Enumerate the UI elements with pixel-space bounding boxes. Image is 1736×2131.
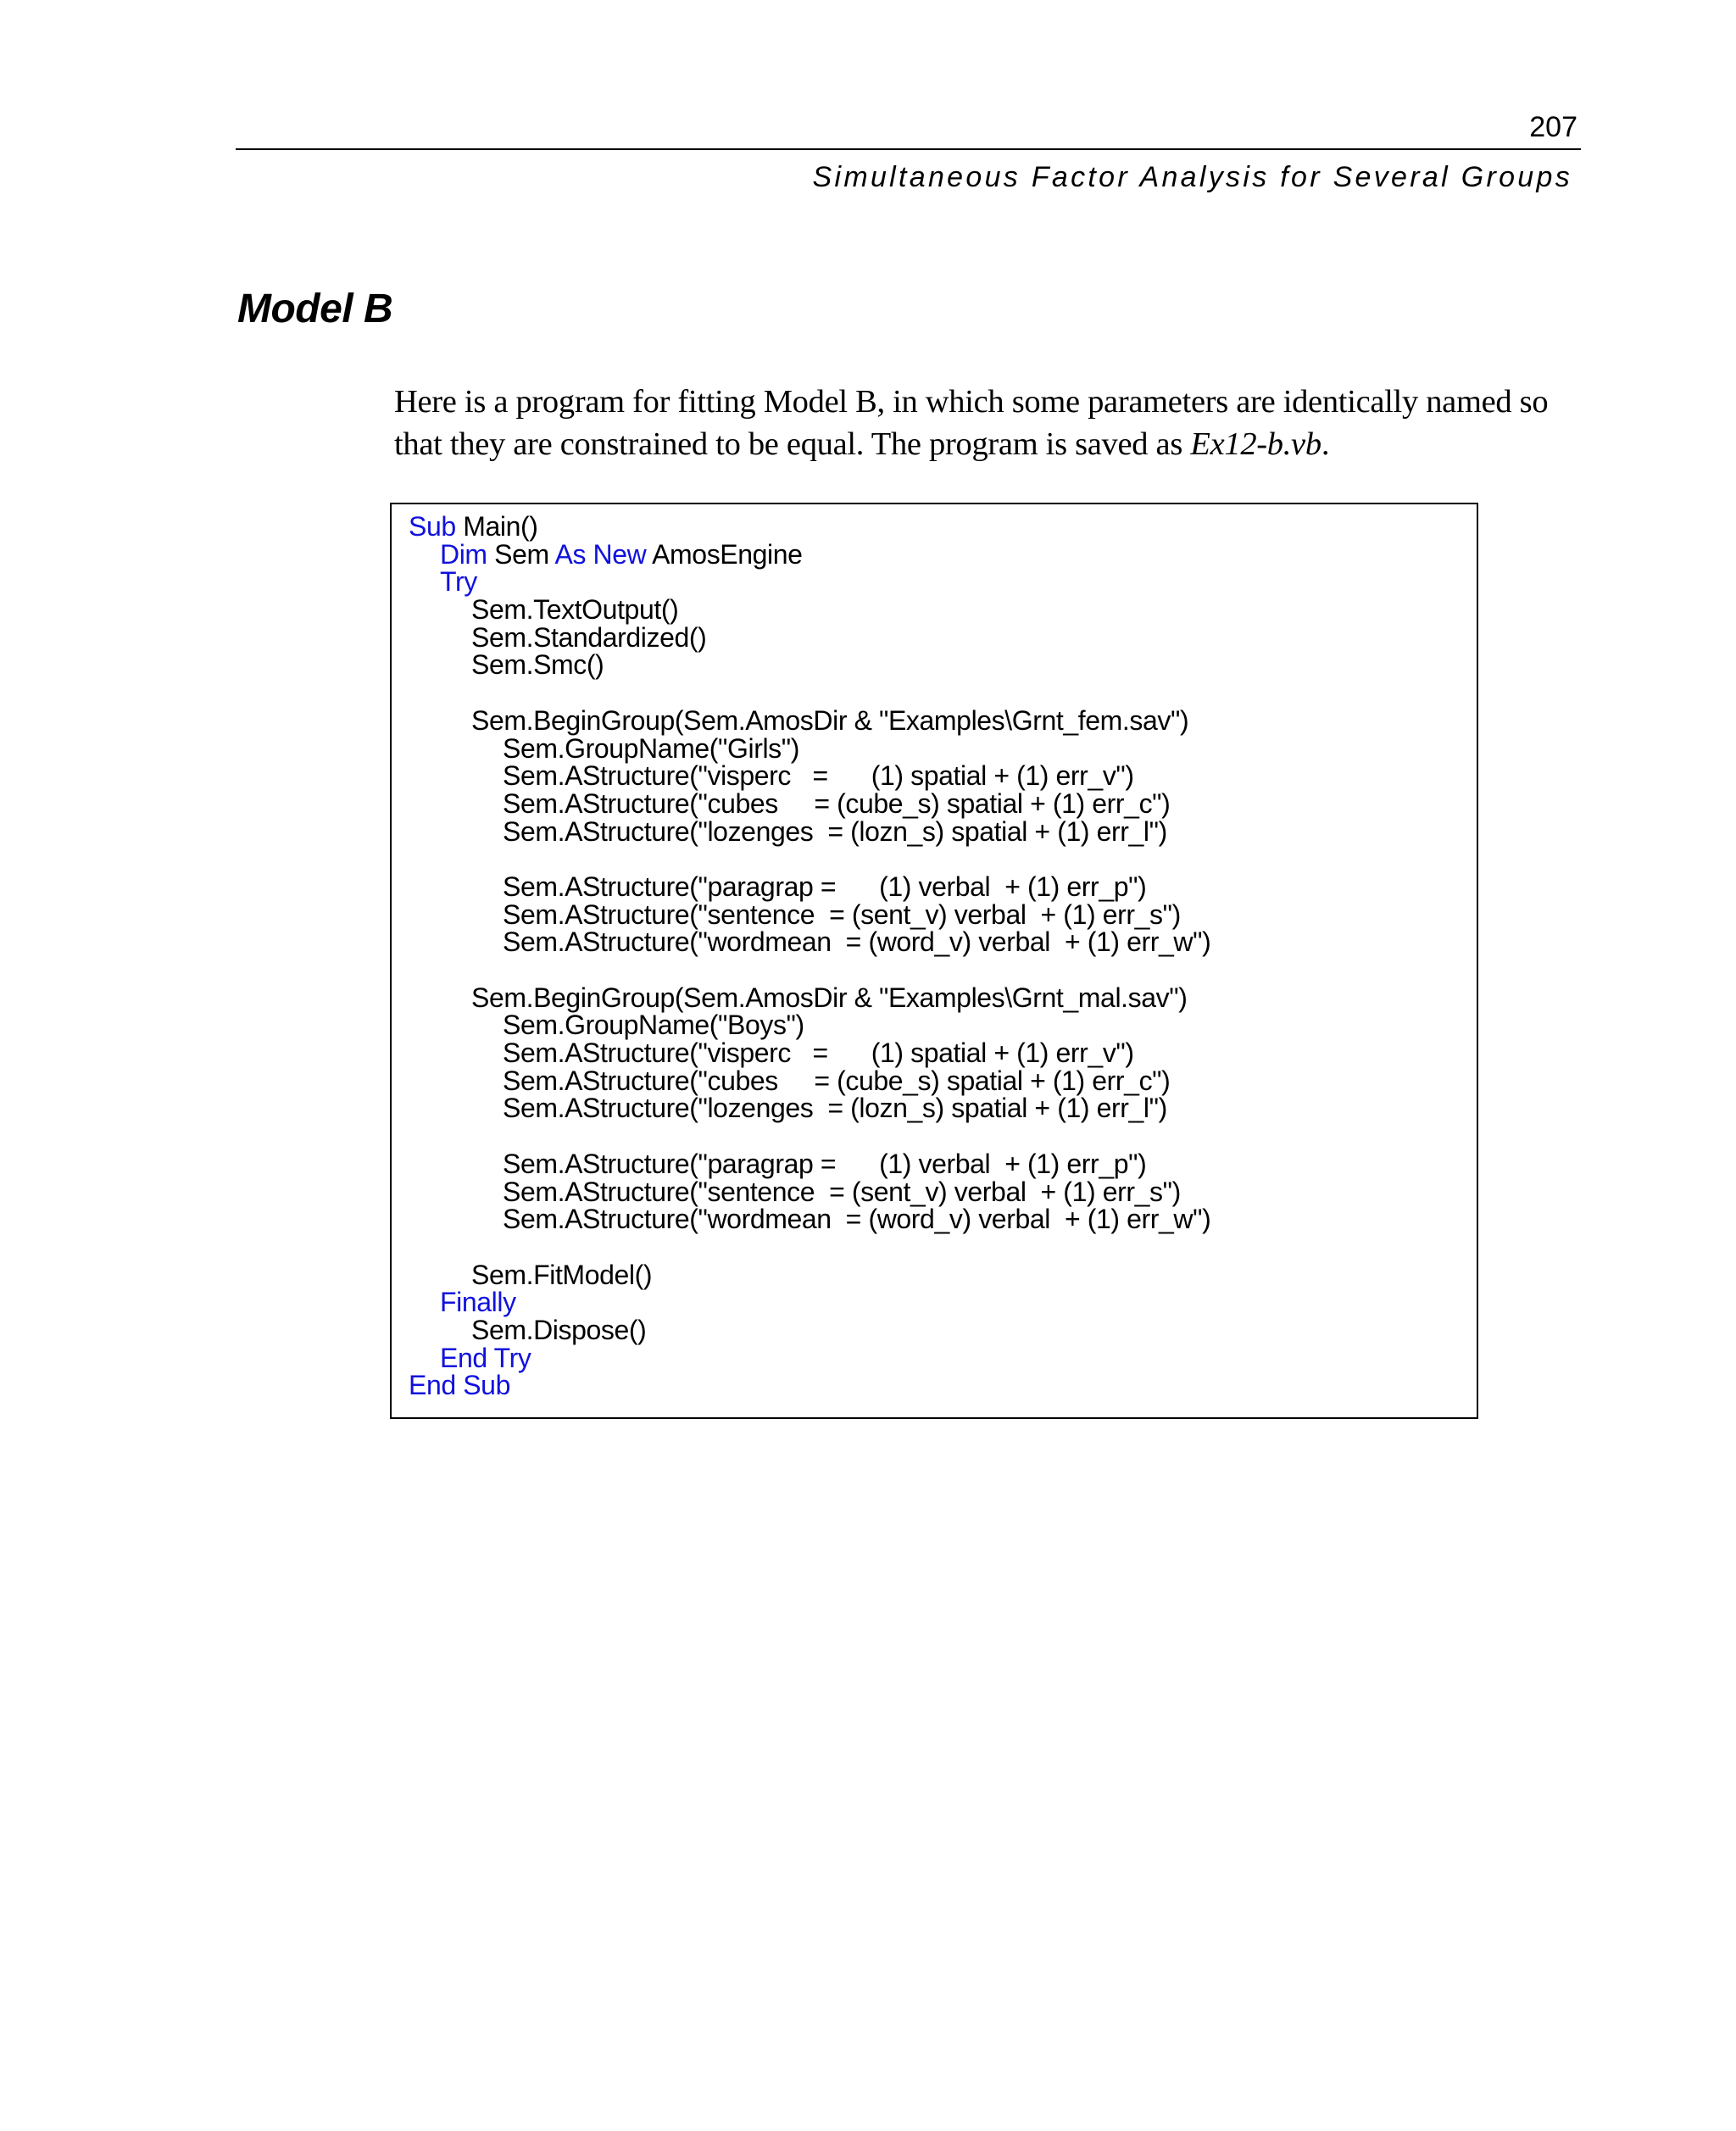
code-keyword: Dim	[440, 538, 487, 570]
code-text: Sem.AStructure("sentence = (sent_v) verbal + (1) err_s")	[503, 1176, 1181, 1207]
code-line	[409, 1150, 1468, 1178]
code-line	[409, 984, 1468, 1012]
program-filename: Ex12-b.vb	[1190, 426, 1321, 462]
code-text: Sem.AStructure("wordmean = (word_v) verbal + (1) err_w")	[503, 1204, 1211, 1235]
code-line	[409, 1261, 1468, 1289]
code-line	[409, 1372, 1468, 1399]
code-text: AmosEngine	[646, 538, 803, 570]
code-text: Sem.AStructure("lozenges = (lozn_s) spatial + (1) err_l")	[503, 1093, 1167, 1124]
section-heading: Model B	[237, 287, 393, 331]
code-line	[409, 845, 1468, 873]
code-line	[409, 568, 1468, 596]
code-text: Sem.FitModel()	[471, 1259, 653, 1290]
code-keyword: Try	[440, 566, 477, 598]
code-line	[409, 928, 1468, 956]
code-line	[409, 596, 1468, 624]
code-line	[409, 1233, 1468, 1261]
code-text: Sem.AStructure("wordmean = (word_v) verbal + (1) err_w")	[503, 926, 1211, 958]
code-line	[409, 651, 1468, 679]
code-line	[409, 873, 1468, 901]
code-text: Sem.AStructure("sentence = (sent_v) verbal + (1) err_s")	[503, 899, 1181, 930]
code-text: Sem.AStructure("lozenges = (lozn_s) spatial + (1) err_l")	[503, 815, 1167, 847]
code-text: Sem	[487, 538, 555, 570]
code-line	[409, 1288, 1468, 1316]
page-number: 207	[1529, 111, 1577, 143]
code-text: Sem.TextOutput()	[471, 594, 679, 626]
intro-text-end: .	[1321, 426, 1330, 462]
code-keyword: Sub	[409, 511, 456, 542]
code-line	[409, 704, 1468, 736]
code-keyword: Finally	[440, 1287, 516, 1318]
code-line	[409, 901, 1468, 929]
code-line	[409, 762, 1468, 790]
code-text: Sem.GroupName("Boys")	[503, 1010, 804, 1041]
code-text: Sem.AStructure("paragrap = (1) verbal + (1) err_p")	[503, 871, 1147, 902]
code-listing-box	[390, 503, 1478, 1419]
code-text: Main()	[455, 511, 538, 542]
header-rule	[236, 148, 1581, 150]
code-line	[409, 513, 1468, 541]
code-text: Sem.Smc()	[471, 649, 604, 681]
code-line	[409, 538, 1468, 570]
code-line	[409, 1094, 1468, 1122]
code-line	[409, 1011, 1468, 1039]
code-text: Sem.Standardized()	[471, 621, 707, 653]
code-line	[409, 1067, 1468, 1095]
code-line	[409, 1316, 1468, 1344]
code-text: Sem.BeginGroup(Sem.AmosDir & "Examples\Grnt_fem.sav")	[471, 704, 1189, 736]
code-keyword: End Sub	[409, 1370, 510, 1401]
code-listing	[409, 513, 1468, 1399]
code-line	[409, 1205, 1468, 1233]
code-line	[409, 732, 1468, 764]
code-line	[409, 1122, 1468, 1150]
code-text: Sem.AStructure("visperc = (1) spatial + (1) err_v")	[503, 760, 1134, 792]
code-text: Sem.Dispose()	[471, 1314, 647, 1345]
code-text: Sem.AStructure("cubes = (cube_s) spatial + (1) err_c")	[503, 1065, 1171, 1096]
code-text: Sem.GroupName("Girls")	[503, 732, 799, 764]
code-line	[409, 815, 1468, 847]
code-text: Sem.AStructure("visperc = (1) spatial + (1) err_v")	[503, 1038, 1134, 1069]
code-text: Sem.BeginGroup(Sem.AmosDir & "Examples\Grnt_mal.sav")	[471, 982, 1188, 1013]
code-line	[409, 787, 1468, 819]
code-line	[409, 1039, 1468, 1067]
code-line	[409, 679, 1468, 707]
code-line	[409, 1344, 1468, 1372]
intro-text: Here is a program for fitting Model B, in which some parameters are identically named so that they are constrained to be equal. The program is saved as	[394, 384, 1549, 462]
code-line	[409, 621, 1468, 653]
code-text: Sem.AStructure("cubes = (cube_s) spatial + (1) err_c")	[503, 787, 1171, 819]
code-line	[409, 956, 1468, 984]
intro-paragraph	[394, 381, 1581, 465]
code-keyword: As New	[554, 538, 647, 570]
code-keyword: End Try	[440, 1342, 531, 1373]
code-text: Sem.AStructure("paragrap = (1) verbal + (1) err_p")	[503, 1148, 1147, 1179]
code-line	[409, 1178, 1468, 1206]
running-head-title: Simultaneous Factor Analysis for Several Groups	[812, 161, 1572, 193]
